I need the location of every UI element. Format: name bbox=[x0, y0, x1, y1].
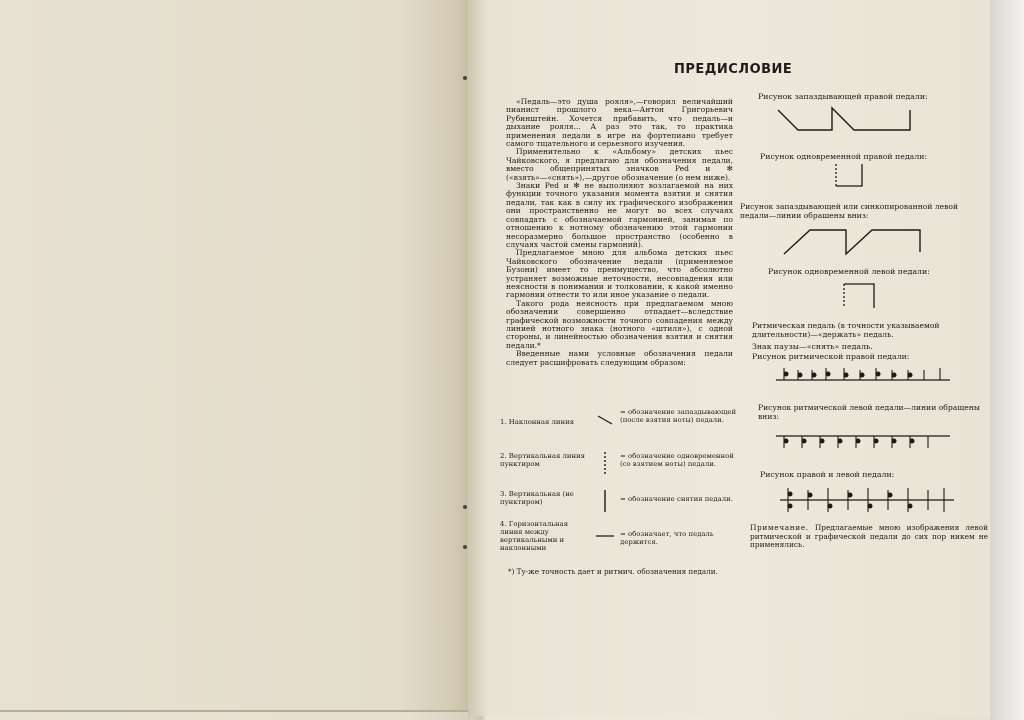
delayed-left-pedal-diagram bbox=[780, 222, 930, 258]
slanted-line-icon bbox=[596, 408, 614, 432]
simultaneous-right-pedal-diagram bbox=[820, 162, 870, 190]
rhythmic-right-pedal-diagram bbox=[774, 364, 954, 390]
legend-row bbox=[500, 408, 740, 434]
note-heading: Примечание. bbox=[750, 523, 809, 532]
paragraph: Такого рода неясность при предлагаемом мною обозначении совершенно отпадает—вследствие графической возможности точного совпадения между линией нотного знака (нотного «штиля»), с одной стороны, и линейностью обозначения взятия и снятия педали.* bbox=[506, 298, 733, 350]
page-title: ПРЕДИСЛОВИЕ bbox=[674, 62, 793, 77]
footnote: *) Ту-же точность дает и ритмич. обозначения педали. bbox=[508, 567, 718, 576]
rhythmic-left-pedal-diagram bbox=[774, 428, 954, 454]
diagram-caption: Знак паузы—«снять» педаль. bbox=[752, 342, 873, 351]
delayed-right-pedal-diagram bbox=[770, 104, 920, 134]
right-and-left-pedal-diagram bbox=[778, 486, 958, 516]
diagram-caption: Рисунок запаздывающей или синкопированной левой педали—линии обрашены вниз: bbox=[740, 202, 959, 220]
paragraph: Предлагаемое мною для альбома детских пьес Чайковского обозначение педали (применяемое Бузони) имеет то преимущество, что абсолютно устраняет возможные неточности, несовпадения или неясности в понимании и толковании, к какой именно гармонии отнести то или иное указание о педали. bbox=[506, 248, 733, 300]
diagram-caption: Рисунок одновременной левой педали: bbox=[768, 267, 930, 276]
diagram-caption: Рисунок запаздывающей правой педали: bbox=[758, 92, 928, 101]
diagram-caption: Рисунок ритмической правой педали: bbox=[752, 352, 910, 361]
legend-desc: = обозначение одновременной (со взятием ноты) педали. bbox=[620, 452, 734, 468]
legend-label: 1. Наклонная линия bbox=[500, 418, 575, 426]
legend-desc: = обозначение снятия педали. bbox=[620, 495, 733, 503]
legend-label: 2. Вертикальная линия пунктиром bbox=[500, 452, 586, 468]
simultaneous-left-pedal-diagram bbox=[836, 280, 886, 310]
dashed-vertical-line-icon bbox=[596, 452, 614, 476]
preface-text bbox=[506, 98, 733, 367]
diagram-caption: Рисунок одновременной правой педали: bbox=[760, 152, 928, 161]
legend-row bbox=[500, 490, 740, 516]
solid-vertical-line-icon bbox=[596, 490, 614, 514]
paragraph: Введенные нами условные обозначения педали следует расшифровать следующим образом: bbox=[506, 349, 733, 367]
paragraph: Применительно к «Альбому» детских пьес Чайковского, я предлагаю для обозначения педали, вместо общепринятых значков Ped и ✻ («взять»—«снять»),—другое обозначение (о нем ниже). bbox=[506, 147, 733, 182]
binding-stitch bbox=[463, 505, 467, 509]
diagram-caption: Рисунок ритмической левой педали—линии обращены вниз: bbox=[758, 403, 980, 421]
background-edge bbox=[990, 0, 1024, 720]
left-blank-page bbox=[0, 0, 468, 712]
legend-label: 3. Вертикальная (не пунктиром) bbox=[500, 490, 574, 506]
diagram-caption: Рисунок правой и левой педали: bbox=[760, 470, 895, 479]
legend-row bbox=[500, 520, 740, 556]
binding-stitch bbox=[463, 545, 467, 549]
paragraph: «Педаль—это душа рояля»,—говорил величайший пианист прошлого века—Антон Григорьевич Рубинштейн. Хочется прибавить, что педаль—и дыхание рояля... А раз это так, то практика применения педали в игре на фортепиано требует самого тщательного и серьезного изучения. bbox=[506, 97, 733, 149]
diagram-caption: Ритмическая педаль (в точности указываемой длительности)—«держать» педаль. bbox=[752, 321, 940, 339]
note-body: Предлагаемые мною изображения левой ритмической и графической педали до сих пор никем не применялись. bbox=[750, 523, 988, 550]
paragraph: Знаки Ped и ✻ не выполняют возлагаемой на них функции точного указания момента взятия и снятия педали, так как в силу их графического изображения они пространственно не могут во всех случаях совпадать с обозначаемой гармонией, занимая по отношению к нотному обозначению этой гармонии несоразмерно большое пространство (особенно в случаях частой смены гармоний). bbox=[506, 181, 733, 249]
legend-desc: = обозначение запаздывающей (после взятия ноты) педали. bbox=[620, 408, 737, 424]
note bbox=[750, 524, 988, 550]
legend-row bbox=[500, 452, 740, 478]
horizontal-line-icon bbox=[596, 520, 614, 544]
legend-label: 4. Горизонтальная линия между вертикальными и наклонными bbox=[500, 520, 569, 552]
binding-stitch bbox=[463, 76, 467, 80]
legend-desc: = обозначает, что педаль держится. bbox=[620, 530, 714, 546]
